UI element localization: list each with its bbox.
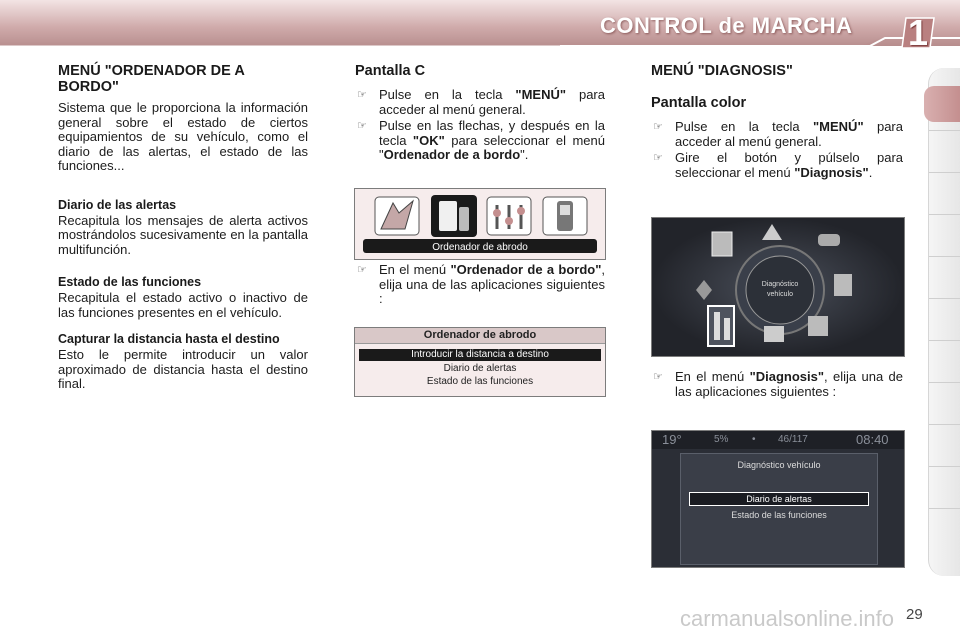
status-percent: 5% (714, 434, 729, 445)
pointing-hand-icon: ☞ (653, 152, 663, 164)
subsection-text: Recapitula el estado activo o inactivo de las funciones presentes en el vehículo. (58, 290, 308, 320)
section-title: MENÚ "DIAGNOSIS" (651, 63, 793, 79)
side-tab-divider (929, 256, 960, 257)
screen-caption: Ordenador de abrodo (432, 242, 528, 253)
menu-icons (355, 189, 605, 259)
wheel-center-label: Diagnóstico (761, 281, 799, 288)
status-counter: 46/117 (778, 434, 808, 445)
diagnosis-item: Estado de las funciones (731, 510, 827, 520)
screen-c-list-image (354, 327, 606, 397)
column-diagnosis (651, 63, 903, 180)
instruction-text: ". (520, 147, 529, 162)
instruction-text: para seleccionar el menú " (379, 132, 605, 162)
instruction-item (355, 119, 605, 163)
subsection-title: Pantalla color (651, 95, 747, 111)
instruction-item (355, 88, 605, 117)
side-tab-divider (929, 508, 960, 509)
diagnosis-panel (680, 453, 878, 565)
diagnosis-item-selected: Diario de alertas (689, 492, 869, 506)
instruction-text: para acceder al menú general. (675, 119, 903, 149)
column-ordenador (58, 63, 308, 392)
instruction-text: En el menú (379, 262, 451, 277)
screen-c-menu-image (354, 188, 606, 260)
instruction-item (651, 370, 903, 399)
chapter-title: CONTROL de MARCHA (600, 13, 853, 38)
screen-list-item: Diario de alertas (443, 363, 517, 374)
pointing-hand-icon: ☞ (357, 120, 367, 132)
screen-color-wheel-image (651, 217, 905, 357)
wheel-center-label: vehículo (766, 291, 794, 298)
column-pantalla-c-continued (355, 263, 605, 307)
instruction-key: Ordenador de a bordo (383, 147, 521, 162)
pointing-hand-icon: ☞ (357, 89, 367, 101)
instruction-key: "Diagnosis" (794, 164, 869, 180)
screen-list-title: Ordenador de abrodo (355, 328, 605, 344)
side-tab-active[interactable] (924, 86, 960, 122)
side-tab-divider (929, 172, 960, 173)
side-tab-divider (929, 298, 960, 299)
instruction-key: "Ordenador de a bordo" (450, 262, 602, 277)
pointing-hand-icon: ☞ (653, 371, 663, 383)
column-pantalla-c (355, 63, 605, 163)
side-tab-divider (929, 424, 960, 425)
subsection-text: Recapitula los mensajes de alerta activos mostrándolos sucesivamente en la pantalla multifunción. (58, 212, 308, 257)
instruction-text: Pulse en las flechas, y después en la tecla (379, 118, 605, 148)
side-tab-divider (929, 340, 960, 341)
section-title: MENÚ "ORDENADOR DE A BORDO" (58, 63, 245, 95)
instruction-text: , elija una de las aplicaciones siguientes : (379, 262, 605, 306)
instruction-text: . (868, 164, 873, 180)
intro-text: Sistema que le proporciona la información general sobre el estado de ciertos equipamientos de su vehículo, como el diario de las alertas, el estado de las funciones... (58, 100, 308, 173)
instruction-text: Pulse en la tecla (675, 119, 813, 134)
instruction-key: "OK" (412, 132, 445, 148)
column-diagnosis-continued (651, 370, 903, 399)
subsection-title: Estado de las funciones (58, 275, 202, 289)
side-tab-divider (929, 466, 960, 467)
status-clock: 08:40 (856, 432, 889, 447)
instruction-item (355, 263, 605, 307)
status-dot-icon: • (752, 434, 756, 445)
subsection-text: Esto le permite introducir un valor aproximado de distancia hasta el destino final. (58, 347, 308, 391)
side-tab-column (928, 68, 960, 576)
diagnosis-wheel (652, 218, 904, 356)
instruction-text: Pulse en la tecla (379, 87, 516, 102)
subsection-title: Capturar la distancia hasta el destino (58, 332, 280, 346)
instruction-item (651, 151, 903, 180)
screen-status-bar (652, 431, 904, 449)
side-tab-divider (929, 214, 960, 215)
diagnosis-panel-title: Diagnóstico vehículo (737, 460, 821, 470)
side-tab-divider (929, 130, 960, 131)
subsection-title: Diario de las alertas (58, 197, 177, 212)
instruction-text: En el menú (675, 369, 750, 384)
screen-diagnosis-list-image (651, 430, 905, 568)
page-number: 29 (906, 606, 923, 623)
watermark: carmanualsonline.info (680, 606, 895, 631)
instruction-key: "Diagnosis" (749, 369, 825, 384)
chapter-badge (900, 12, 936, 53)
screen-list-item-selected: Introducir la distancia a destino (359, 349, 601, 361)
status-temperature: 19° (662, 432, 682, 447)
screen-list-item: Estado de las funciones (426, 376, 534, 387)
side-tab-divider (929, 382, 960, 383)
pointing-hand-icon: ☞ (653, 121, 663, 133)
instruction-text: Gire el botón y púlselo para seleccionar el menú (675, 150, 903, 180)
instruction-text: para acceder al menú general. (379, 87, 605, 117)
instruction-item (651, 120, 903, 149)
section-title: Pantalla C (355, 63, 426, 79)
pointing-hand-icon: ☞ (357, 264, 367, 276)
chapter-number: 1 (907, 12, 929, 53)
instruction-text: , elija una de las aplicaciones siguientes : (675, 369, 903, 399)
instruction-key: "MENÚ" (515, 87, 567, 102)
instruction-key: "MENÚ" (813, 119, 864, 134)
